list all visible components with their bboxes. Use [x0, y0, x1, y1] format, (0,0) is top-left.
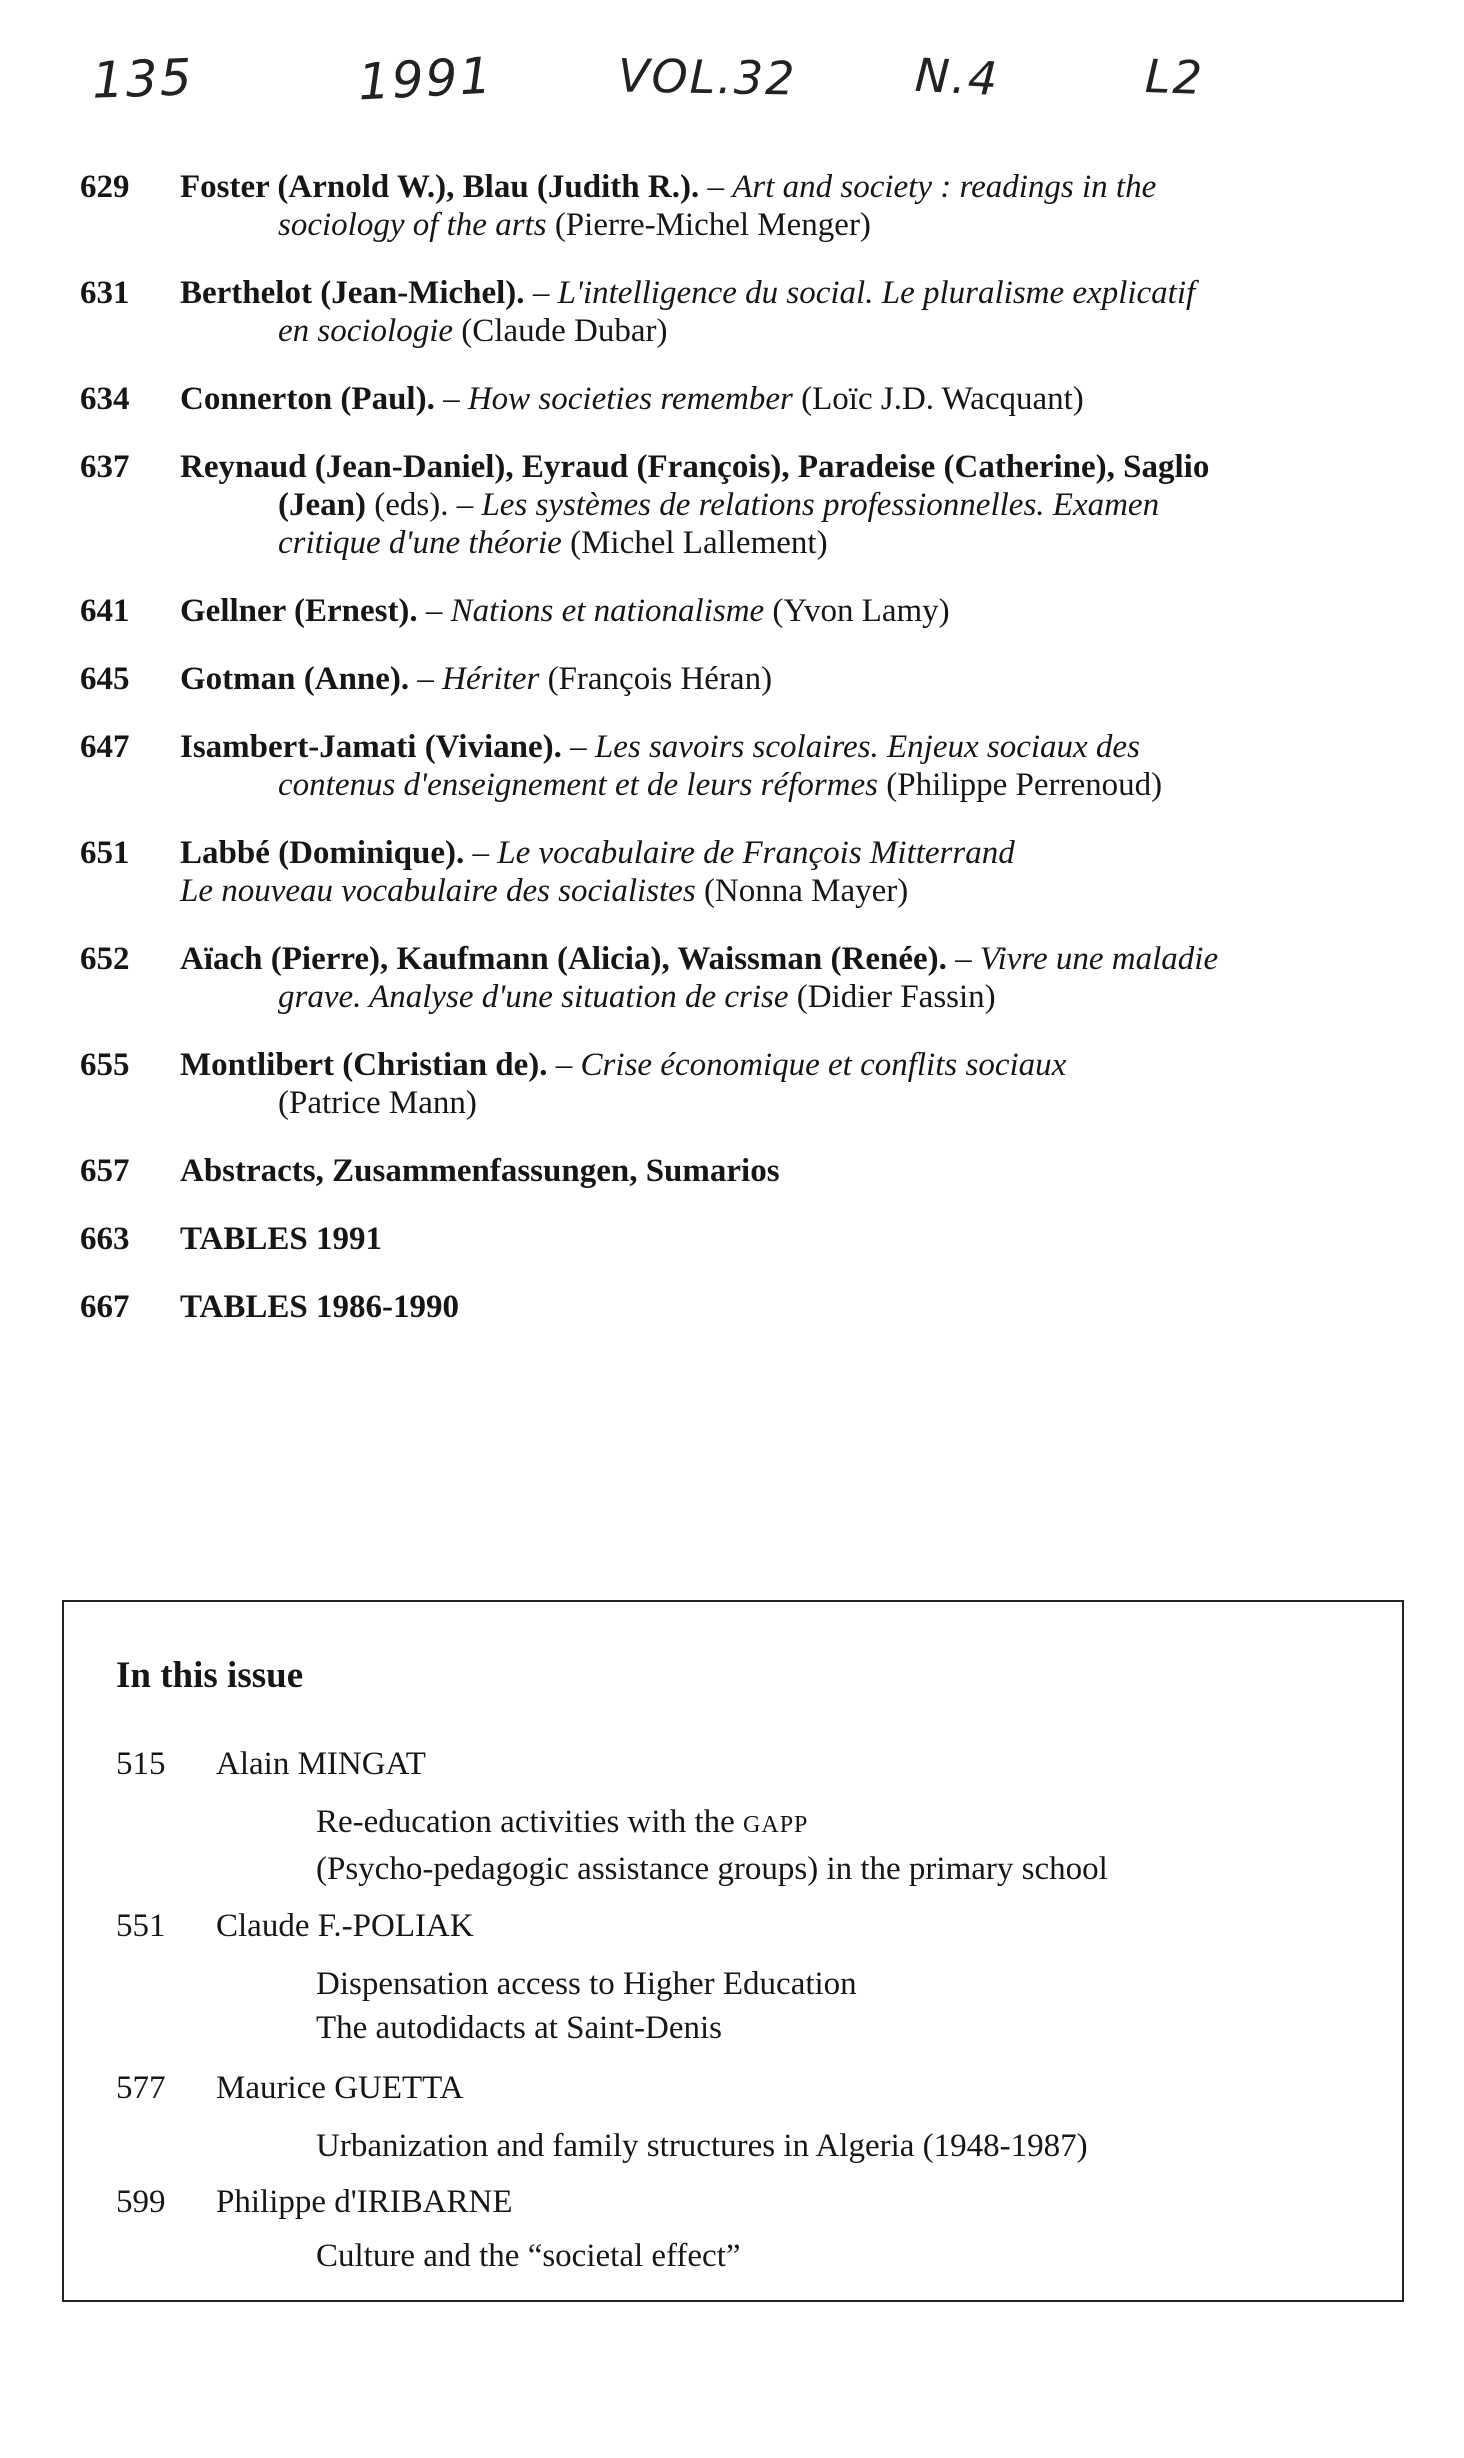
separator: – [409, 661, 443, 697]
page-number: 652 [80, 941, 130, 977]
entry-line-2 [180, 766, 1420, 804]
entry-line-2 [180, 206, 1420, 244]
toc-entry [70, 380, 1420, 418]
entry-reviewer: (Patrice Mann) [278, 1085, 477, 1121]
entry-author: Foster (Arnold W.), Blau (Judith R.). [180, 169, 700, 205]
toc-entry [70, 1046, 1420, 1122]
entry-author: TABLES 1991 [180, 1221, 383, 1257]
handwritten-volume: VOL.32 [617, 48, 797, 106]
toc-entry [70, 1220, 1420, 1258]
entry-line-2 [180, 872, 1420, 910]
entry-eds: (eds). [365, 487, 449, 523]
page-number: 657 [80, 1153, 130, 1189]
issue-page-number: 577 [116, 2070, 166, 2106]
entry-line-3 [180, 524, 1420, 562]
entry-title: How societies remember [467, 381, 793, 417]
toc-entry [70, 448, 1420, 562]
entry-author: Gellner (Ernest). [180, 593, 418, 629]
page-number: 631 [80, 275, 130, 311]
entry-title: Les savoirs scolaires. Enjeux sociaux des [594, 729, 1140, 765]
entry-reviewer: (Yvon Lamy) [772, 593, 950, 629]
entry-title: Nations et nationalisme [450, 593, 765, 629]
issue-author: Claude F.-POLIAK [216, 1908, 474, 1944]
entry-title: Le vocabulaire de François Mitterrand [497, 835, 1015, 871]
separator: – [946, 941, 980, 977]
handwritten-number: 135 [91, 48, 195, 110]
separator: – [524, 275, 558, 311]
issue-title [316, 1962, 1376, 2050]
issue-title-line-2: The autodidacts at Saint-Denis [316, 2010, 722, 2046]
entry-reviewer: (Nonna Mayer) [703, 873, 909, 909]
separator: – [448, 487, 482, 523]
entry-reviewer: (Michel Lallement) [570, 525, 828, 561]
entry-title-cont: Le nouveau vocabulaire des socialistes [180, 873, 696, 909]
separator: – [464, 835, 498, 871]
issue-page-number: 515 [116, 1746, 166, 1782]
toc-entry [70, 728, 1420, 804]
separator: – [547, 1047, 581, 1083]
toc-entry [70, 274, 1420, 350]
in-this-issue-heading: In this issue [116, 1655, 304, 1696]
toc-entry [70, 940, 1420, 1016]
entry-title: Art and society : readings in the [732, 169, 1157, 205]
issue-title-line-2: (Psycho-pedagogic assistance groups) in the primary school [316, 1851, 1108, 1887]
page-number: 629 [80, 169, 130, 205]
entry-title: Crise économique et conflits sociaux [580, 1047, 1067, 1083]
page-number: 634 [80, 381, 130, 417]
issue-title-text: Re-education activities with the [316, 1804, 744, 1840]
handwritten-annotation [0, 38, 1464, 128]
separator: – [561, 729, 595, 765]
entry-author: Abstracts, Zusammenfassungen, Sumarios [180, 1153, 780, 1189]
issue-title-line-1: Culture and the “societal effect” [316, 2238, 741, 2274]
entry-author: Labbé (Dominique). [180, 835, 465, 871]
page-number: 667 [80, 1289, 130, 1325]
entry-author: Isambert-Jamati (Viviane). [180, 729, 562, 765]
page-number: 641 [80, 593, 130, 629]
issue-author: Alain MINGAT [216, 1746, 426, 1782]
toc-entry [70, 1152, 1420, 1190]
entry-reviewer: (François Héran) [547, 661, 773, 697]
entry-line-2 [180, 978, 1420, 1016]
page-number: 647 [80, 729, 130, 765]
entry-reviewer: (Pierre-Michel Menger) [554, 207, 871, 243]
issue-title-acronym: GAPP [743, 1812, 809, 1838]
entry-author: Connerton (Paul). [180, 381, 435, 417]
entry-author: Aïach (Pierre), Kaufmann (Alicia), Waissman (Renée). [180, 941, 947, 977]
entry-author: Gotman (Anne). [180, 661, 410, 697]
handwritten-mark: L2 [1144, 48, 1205, 106]
page-number: 637 [80, 449, 130, 485]
page-number: 651 [80, 835, 130, 871]
entry-line-2 [180, 486, 1420, 524]
issue-title-line-1 [316, 1800, 1376, 1847]
issue-author: Maurice GUETTA [216, 2070, 464, 2106]
toc-entry [70, 834, 1420, 910]
issue-title [316, 2234, 1376, 2278]
entry-author: TABLES 1986-1990 [180, 1289, 460, 1325]
toc-entry [70, 660, 1420, 698]
entry-reviewer: (Philippe Perrenoud) [886, 767, 1163, 803]
separator: – [699, 169, 733, 205]
entry-author: Berthelot (Jean-Michel). [180, 275, 525, 311]
issue-title-line-1: Urbanization and family structures in Algeria (1948-1987) [316, 2128, 1088, 2164]
issue-title [316, 2124, 1376, 2168]
entry-title: Vivre une maladie [979, 941, 1219, 977]
entry-line-2 [180, 312, 1420, 350]
issue-page-number: 599 [116, 2184, 166, 2220]
entry-title-cont: critique d'une théorie [278, 525, 562, 561]
entry-author-cont: (Jean) [278, 487, 366, 523]
toc-entry [70, 168, 1420, 244]
issue-title-line-1: Dispensation access to Higher Education [316, 1966, 857, 2002]
page-number: 663 [80, 1221, 130, 1257]
entry-reviewer: (Didier Fassin) [796, 979, 996, 1015]
entry-title-cont: grave. Analyse d'une situation de crise [278, 979, 789, 1015]
page-number: 655 [80, 1047, 130, 1083]
entry-author: Montlibert (Christian de). [180, 1047, 548, 1083]
entry-title-cont: contenus d'enseignement et de leurs réformes [278, 767, 878, 803]
toc-entry [70, 1288, 1420, 1326]
entry-title: L'intelligence du social. Le pluralisme explicatif [557, 275, 1196, 311]
toc-entry [70, 592, 1420, 630]
handwritten-year: 1991 [356, 46, 495, 112]
entry-title-cont: en sociologie [278, 313, 454, 349]
issue-title [316, 1800, 1376, 1891]
entry-reviewer: (Loïc J.D. Wacquant) [801, 381, 1084, 417]
in-this-issue-box [62, 1600, 1404, 2302]
entry-title-cont: sociology of the arts [278, 207, 547, 243]
issue-page-number: 551 [116, 1908, 166, 1944]
entry-author: Reynaud (Jean-Daniel), Eyraud (François), Paradeise (Catherine), Saglio [180, 449, 1210, 485]
entry-title: Hériter [442, 661, 540, 697]
issue-author: Philippe d'IRIBARNE [216, 2184, 513, 2220]
page-number: 645 [80, 661, 130, 697]
separator: – [434, 381, 468, 417]
entry-line-2 [180, 1084, 1420, 1122]
table-of-contents [70, 168, 1420, 1356]
entry-reviewer: (Claude Dubar) [461, 313, 668, 349]
handwritten-issue-number: N.4 [913, 47, 1001, 107]
entry-title: Les systèmes de relations professionnelles. Examen [481, 487, 1160, 523]
separator: – [417, 593, 451, 629]
